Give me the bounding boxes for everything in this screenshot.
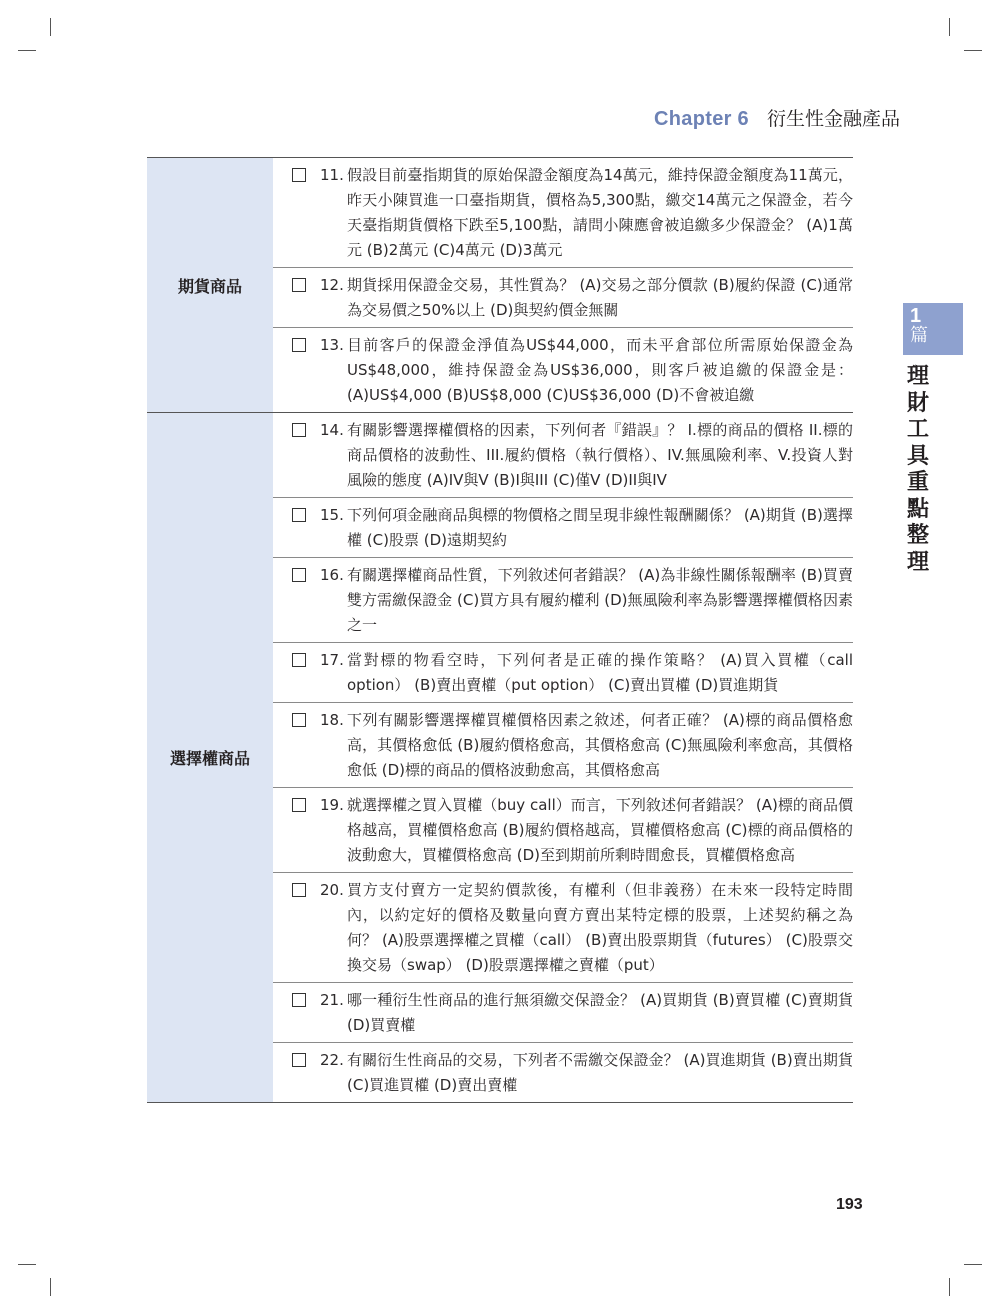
answer-checkbox[interactable] [292, 798, 306, 812]
category-group-futures [147, 158, 853, 413]
question-number: 20. [320, 881, 344, 899]
question-list [273, 413, 853, 1102]
answer-checkbox[interactable] [292, 883, 306, 897]
section-word: 篇 [910, 325, 928, 346]
question-number: 22. [320, 1051, 344, 1069]
crop-mark [50, 1278, 51, 1296]
question-row [273, 268, 853, 328]
question-number: 17. [320, 651, 344, 669]
question-number: 16. [320, 566, 344, 584]
question-row [273, 1043, 853, 1102]
crop-mark [949, 1278, 950, 1296]
question-number: 15. [320, 506, 344, 524]
question-text: 下列何項金融商品與標的物價格之間呈現非線性報酬關係？ (A)期貨 (B)選擇權 (C)股票 (D)遠期契約 [347, 506, 853, 549]
crop-mark [964, 50, 982, 51]
crop-mark [18, 50, 36, 51]
question-number: 11. [320, 166, 344, 184]
crop-mark [18, 1264, 36, 1265]
question-row [273, 158, 853, 268]
answer-checkbox[interactable] [292, 1053, 306, 1067]
question-text: 期貨採用保證金交易，其性質為？ (A)交易之部分價款 (B)履約保證 (C)通常為交易價之50%以上 (D)與契約價金無關 [347, 276, 853, 319]
question-row [273, 703, 853, 788]
answer-checkbox[interactable] [292, 993, 306, 1007]
question-text: 買方支付賣方一定契約價款後，有權利（但非義務）在未來一段特定時間內，以約定好的價格及數量向賣方賣出某特定標的股票，上述契約稱之為何？ (A)股票選擇權之買權（call） (B)賣出股票期貨（futures） (C)股票交換交易（swap） (D)股票選擇權之賣權（put） [347, 881, 853, 974]
section-title: 理財工具重點整理 [906, 364, 929, 575]
section-tab [903, 303, 963, 355]
answer-checkbox[interactable] [292, 278, 306, 292]
question-number: 12. [320, 276, 344, 294]
question-text: 當對標的物看空時，下列何者是正確的操作策略？ (A)買入買權（call option） (B)賣出賣權（put option） (C)賣出買權 (D)買進期貨 [347, 651, 853, 694]
question-text: 目前客戶的保證金淨值為US$44,000，而未平倉部位所需原始保證金為US$48,000，維持保證金為US$36,000，則客戶被追繳的保證金是： (A)US$4,000 (B)US$8,000 (C)US$36,000 (D)不會被追繳 [347, 336, 853, 404]
question-number: 13. [320, 336, 344, 354]
chapter-title: 衍生性金融產品 [766, 108, 900, 130]
question-text: 有關選擇權商品性質，下列敘述何者錯誤？ (A)為非線性關係報酬率 (B)買賣雙方需繳保證金 (C)買方具有履約權利 (D)無風險利率為影響選擇權價格因素之一 [347, 566, 853, 634]
chapter-label: Chapter 6 [654, 108, 749, 130]
question-list [273, 158, 853, 412]
question-number: 14. [320, 421, 344, 439]
page-number: 193 [836, 1196, 863, 1213]
question-text: 就選擇權之買入買權（buy call）而言，下列敘述何者錯誤？ (A)標的商品價格越高，買權價格愈高 (B)履約價格越高，買權價格愈高 (C)標的商品價格的波動愈大，買權價格愈高 (D)至到期前所剩時間愈長，買權價格愈高 [347, 796, 853, 864]
question-text: 有關衍生性商品的交易，下列者不需繳交保證金？ (A)買進期貨 (B)賣出期貨 (C)買進買權 (D)賣出賣權 [347, 1051, 853, 1094]
answer-checkbox[interactable] [292, 568, 306, 582]
question-row [273, 498, 853, 558]
question-row [273, 643, 853, 703]
answer-checkbox[interactable] [292, 653, 306, 667]
question-row [273, 873, 853, 983]
question-text: 假設目前臺指期貨的原始保證金額度為14萬元，維持保證金額度為11萬元，昨天小陳買進一口臺指期貨，價格為5,300點，繳交14萬元之保證金，若今天臺指期貨價格下跌至5,100點，請問小陳應會被追繳多少保證金？ (A)1萬元 (B)2萬元 (C)4萬元 (D)3萬元 [347, 166, 853, 259]
question-text: 哪一種衍生性商品的進行無須繳交保證金？ (A)買期貨 (B)賣買權 (C)賣期貨 (D)買賣權 [347, 991, 853, 1034]
question-text: 有關影響選擇權價格的因素，下列何者『錯誤』？ I.標的商品的價格 II.標的商品價格的波動性、III.履約價格（執行價格）、IV.無風險利率、V.投資人對風險的態度 (A)IV與V (B)I與III (C)僅V (D)II與IV [347, 421, 853, 489]
answer-checkbox[interactable] [292, 713, 306, 727]
category-label: 期貨商品 [147, 158, 273, 412]
crop-mark [964, 1264, 982, 1265]
category-label: 選擇權商品 [147, 413, 273, 1102]
answer-checkbox[interactable] [292, 168, 306, 182]
question-number: 21. [320, 991, 344, 1009]
running-header [654, 104, 900, 131]
answer-checkbox[interactable] [292, 423, 306, 437]
question-table [147, 157, 853, 1103]
section-number: 1 [910, 305, 922, 327]
question-text: 下列有關影響選擇權買權價格因素之敘述，何者正確？ (A)標的商品價格愈高，其價格愈低 (B)履約價格愈高，其價格愈高 (C)無風險利率愈高，其價格愈低 (D)標的商品的價格波動愈高，其價格愈高 [347, 711, 853, 779]
crop-mark [949, 18, 950, 36]
answer-checkbox[interactable] [292, 508, 306, 522]
question-row [273, 788, 853, 873]
question-row [273, 413, 853, 498]
answer-checkbox[interactable] [292, 338, 306, 352]
question-number: 19. [320, 796, 344, 814]
question-row [273, 558, 853, 643]
question-row [273, 983, 853, 1043]
category-group-options [147, 413, 853, 1102]
question-row [273, 328, 853, 412]
crop-mark [50, 18, 51, 36]
question-number: 18. [320, 711, 344, 729]
